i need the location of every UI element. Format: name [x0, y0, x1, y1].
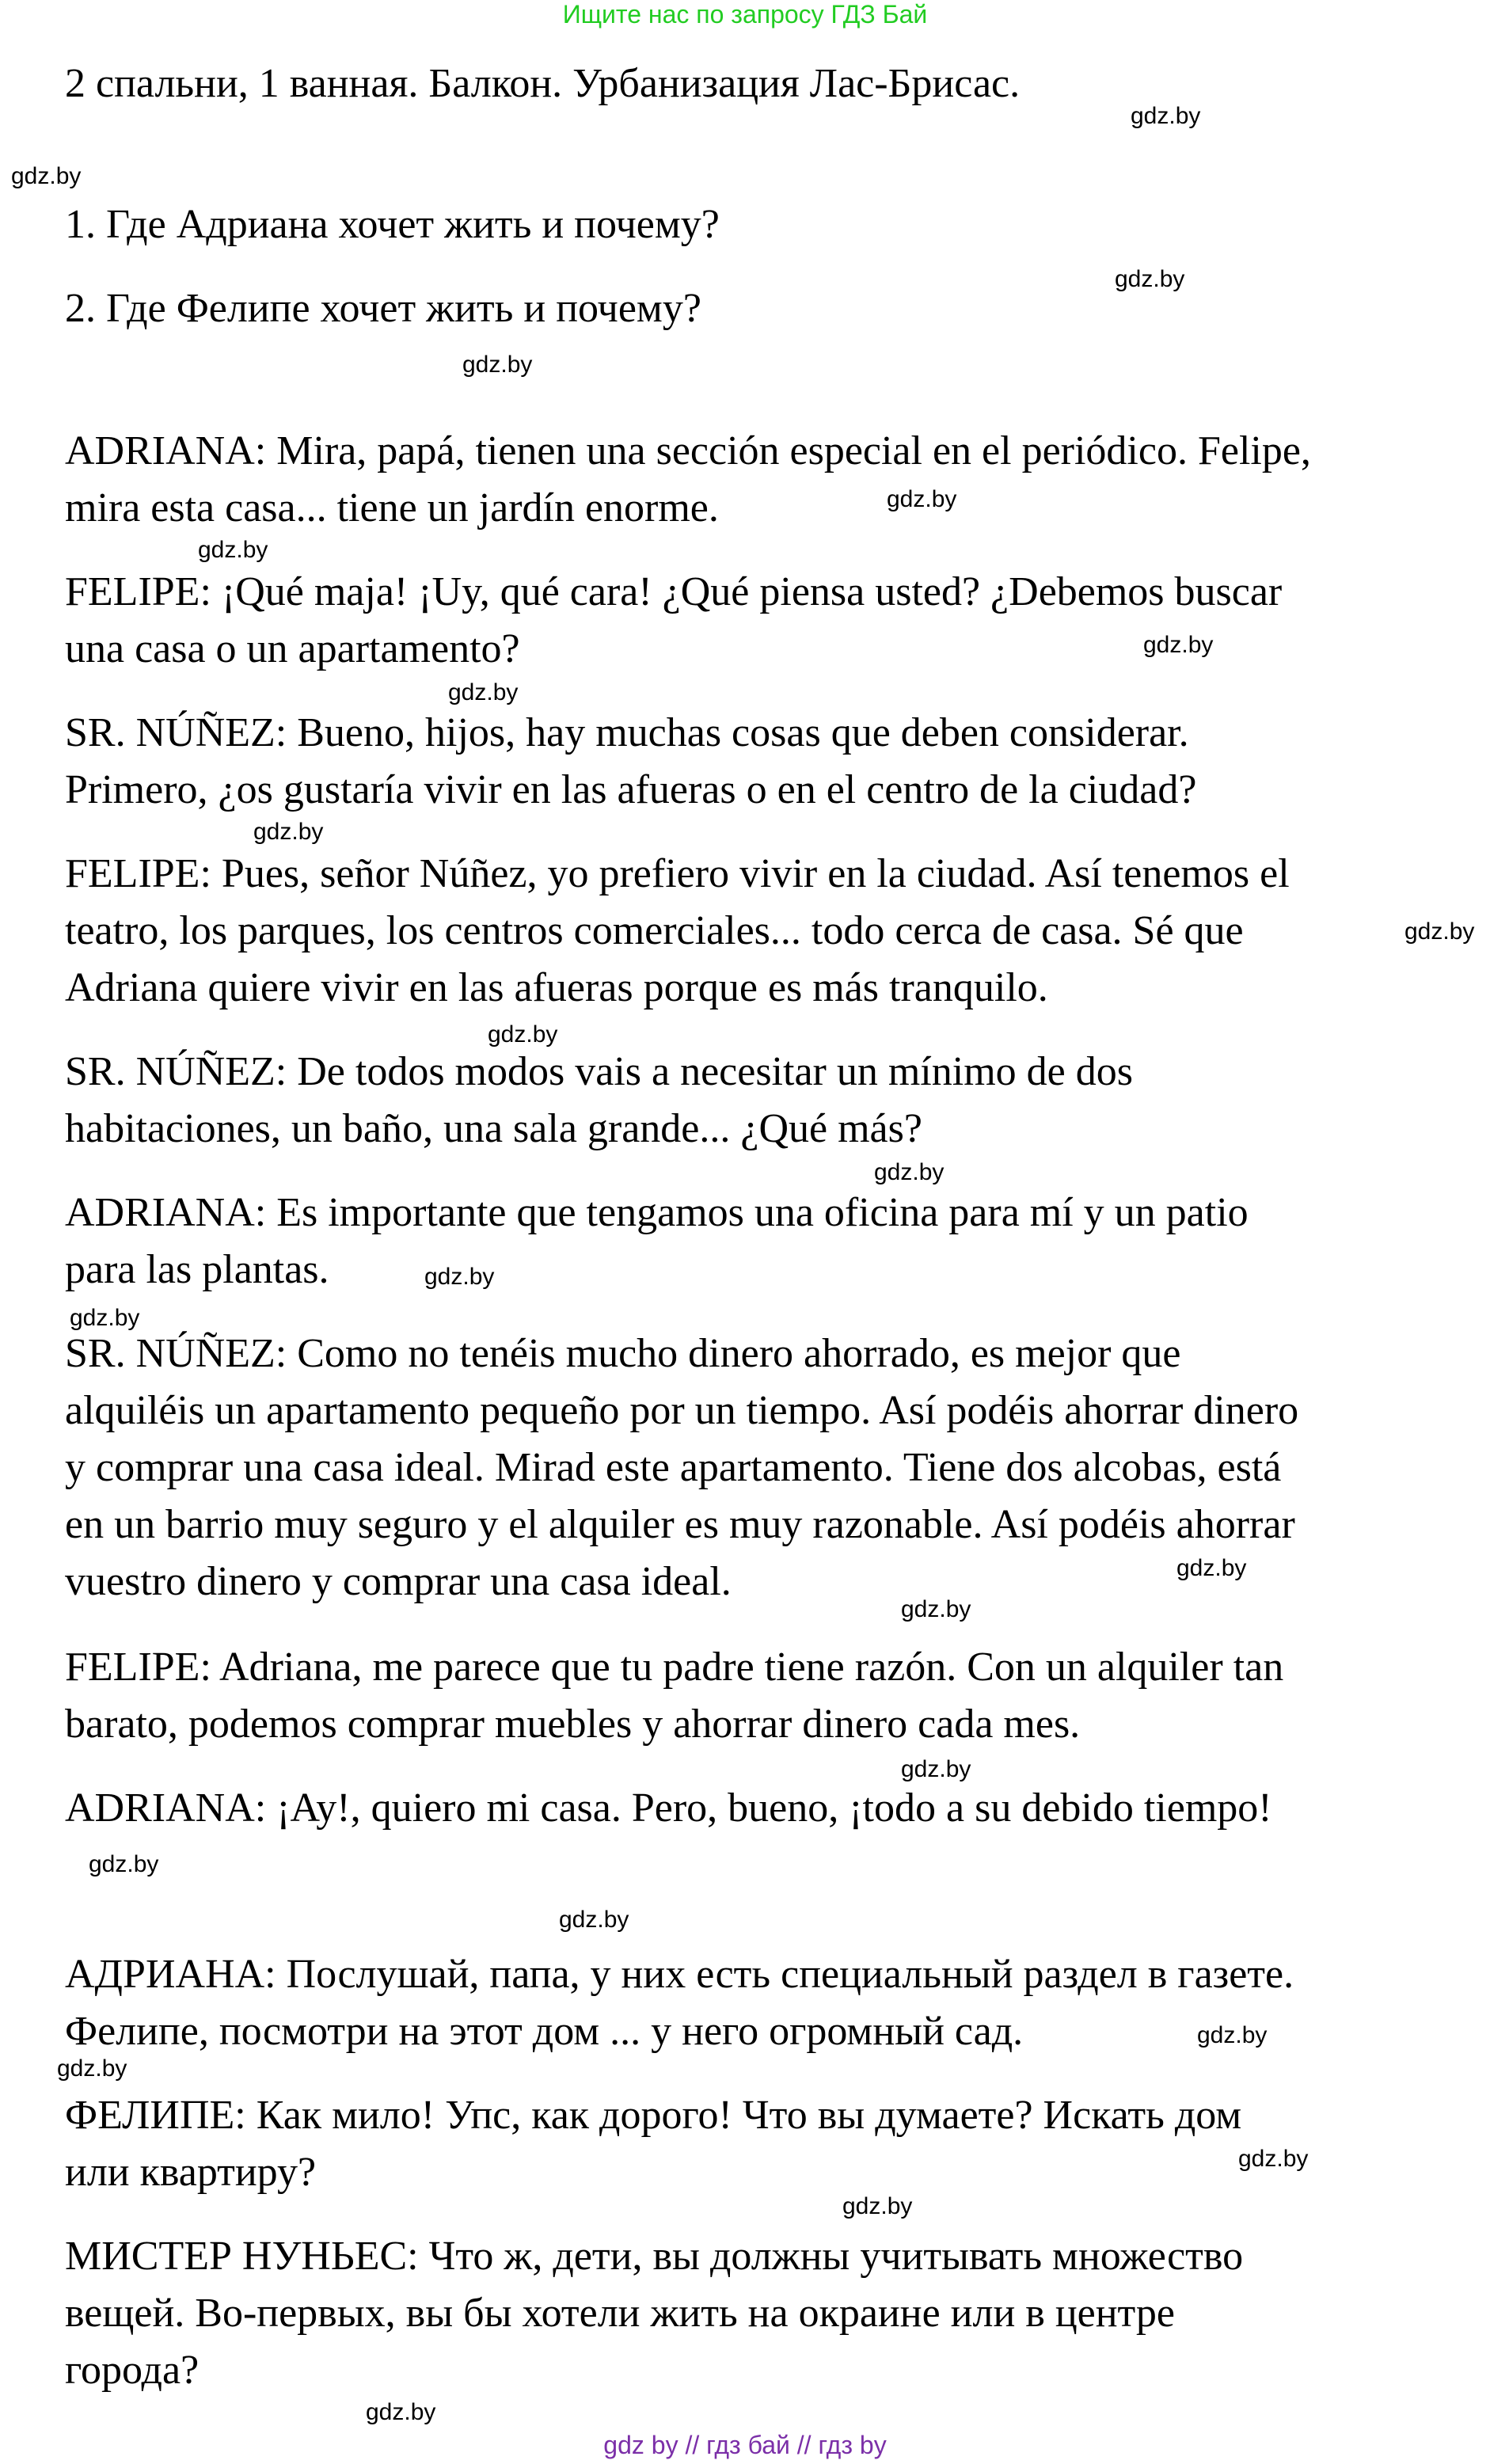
translation-line: АДРИАНА: Послушай, папа, у них есть специальный раздел в газете.: [65, 1952, 1294, 1997]
watermark: gdz.by: [1176, 1555, 1247, 1581]
translation-line: ФЕЛИПЕ: Как мило! Упс, как дорого! Что вы думаете? Искать дом: [65, 2093, 1242, 2138]
watermark: gdz.by: [901, 1756, 971, 1782]
dialogue-line: FELIPE: ¡Qué maja! ¡Uy, qué cara! ¿Qué piensa usted? ¿Debemos buscar: [65, 569, 1283, 614]
watermark: gdz.by: [366, 2399, 436, 2425]
question-1: 1. Где Адриана хочет жить и почему?: [65, 202, 720, 247]
footer: gdz by // гдз бай // гдз by: [603, 2431, 887, 2459]
dialogue-line: barato, podemos comprar muebles y ahorrar dinero cada mes.: [65, 1702, 1081, 1747]
dialogue-line: en un barrio muy seguro y el alquiler es muy razonable. Así podéis ahorrar: [65, 1502, 1295, 1547]
translation-line: вещей. Во-первых, вы бы хотели жить на окраине или в центре: [65, 2291, 1175, 2336]
watermark: gdz.by: [559, 1907, 629, 1933]
dialogue-line: una casa o un apartamento?: [65, 626, 520, 671]
watermark: gdz.by: [1404, 918, 1475, 945]
translation-line: или квартиру?: [65, 2150, 317, 2195]
dialogue-line: Primero, ¿os gustaría vivir en las afueras o en el centro de la ciudad?: [65, 767, 1197, 812]
watermark: gdz.by: [198, 537, 268, 563]
dialogue-line: habitaciones, un baño, una sala grande... ¿Qué más?: [65, 1106, 922, 1151]
dialogue-line: SR. NÚÑEZ: Bueno, hijos, hay muchas cosas que deben considerar.: [65, 710, 1189, 755]
dialogue-line: SR. NÚÑEZ: Como no tenéis mucho dinero ahorrado, es mejor que: [65, 1331, 1181, 1376]
translation-line: города?: [65, 2348, 200, 2393]
watermark: gdz.by: [462, 352, 533, 378]
watermark: gdz.by: [488, 1021, 558, 1048]
watermark: gdz.by: [57, 2055, 127, 2082]
watermark: gdz.by: [11, 163, 82, 189]
watermark: gdz.by: [901, 1596, 971, 1622]
dialogue-line: ADRIANA: Es importante que tengamos una oficina para mí y un patio: [65, 1190, 1249, 1235]
watermark: gdz.by: [1197, 2022, 1268, 2048]
watermark: gdz.by: [70, 1305, 140, 1331]
dialogue-line: FELIPE: Adriana, me parece que tu padre tiene razón. Con un alquiler tan: [65, 1645, 1284, 1690]
dialogue-line: vuestro dinero y comprar una casa ideal.: [65, 1559, 732, 1604]
dialogue-line: alquiléis un apartamento pequeño por un tiempo. Así podéis ahorrar dinero: [65, 1388, 1299, 1433]
dialogue-line: SR. NÚÑEZ: De todos modos vais a necesitar un mínimo de dos: [65, 1049, 1133, 1094]
watermark: gdz.by: [1131, 103, 1201, 129]
dialogue-line: para las plantas.: [65, 1247, 329, 1292]
dialogue-line: teatro, los parques, los centros comerciales... todo cerca de casa. Sé que: [65, 908, 1244, 953]
watermark: gdz.by: [1115, 266, 1185, 292]
top-banner: Ищите нас по запросу ГДЗ Бай: [562, 0, 928, 29]
watermark: gdz.by: [424, 1264, 495, 1290]
translation-line: МИСТЕР НУНЬЕС: Что ж, дети, вы должны учитывать множество: [65, 2234, 1244, 2279]
watermark: gdz.by: [1238, 2146, 1309, 2172]
dialogue-line: y comprar una casa ideal. Mirad este apartamento. Tiene dos alcobas, está: [65, 1445, 1282, 1490]
intro-line: 2 спальни, 1 ванная. Балкон. Урбанизация Лас-Брисас.: [65, 61, 1021, 106]
watermark: gdz.by: [842, 2193, 913, 2219]
watermark: gdz.by: [874, 1159, 945, 1185]
dialogue-line: ADRIANA: Mira, papá, tienen una sección especial en el periódico. Felipe,: [65, 428, 1311, 473]
dialogue-line: ADRIANA: ¡Ay!, quiero mi casa. Pero, bueno, ¡todo a su debido tiempo!: [65, 1785, 1272, 1831]
dialogue-line: mira esta casa... tiene un jardín enorme.: [65, 485, 719, 530]
watermark: gdz.by: [887, 486, 957, 512]
watermark: gdz.by: [448, 679, 519, 705]
dialogue-line: Adriana quiere vivir en las afueras porque es más tranquilo.: [65, 965, 1048, 1010]
watermark: gdz.by: [1143, 632, 1214, 658]
dialogue-line: FELIPE: Pues, señor Núñez, yo prefiero vivir en la ciudad. Así tenemos el: [65, 851, 1290, 896]
watermark: gdz.by: [89, 1851, 159, 1877]
question-2: 2. Где Фелипе хочет жить и почему?: [65, 286, 701, 331]
watermark: gdz.by: [253, 819, 324, 845]
translation-line: Фелипе, посмотри на этот дом ... у него огромный сад.: [65, 2009, 1024, 2054]
